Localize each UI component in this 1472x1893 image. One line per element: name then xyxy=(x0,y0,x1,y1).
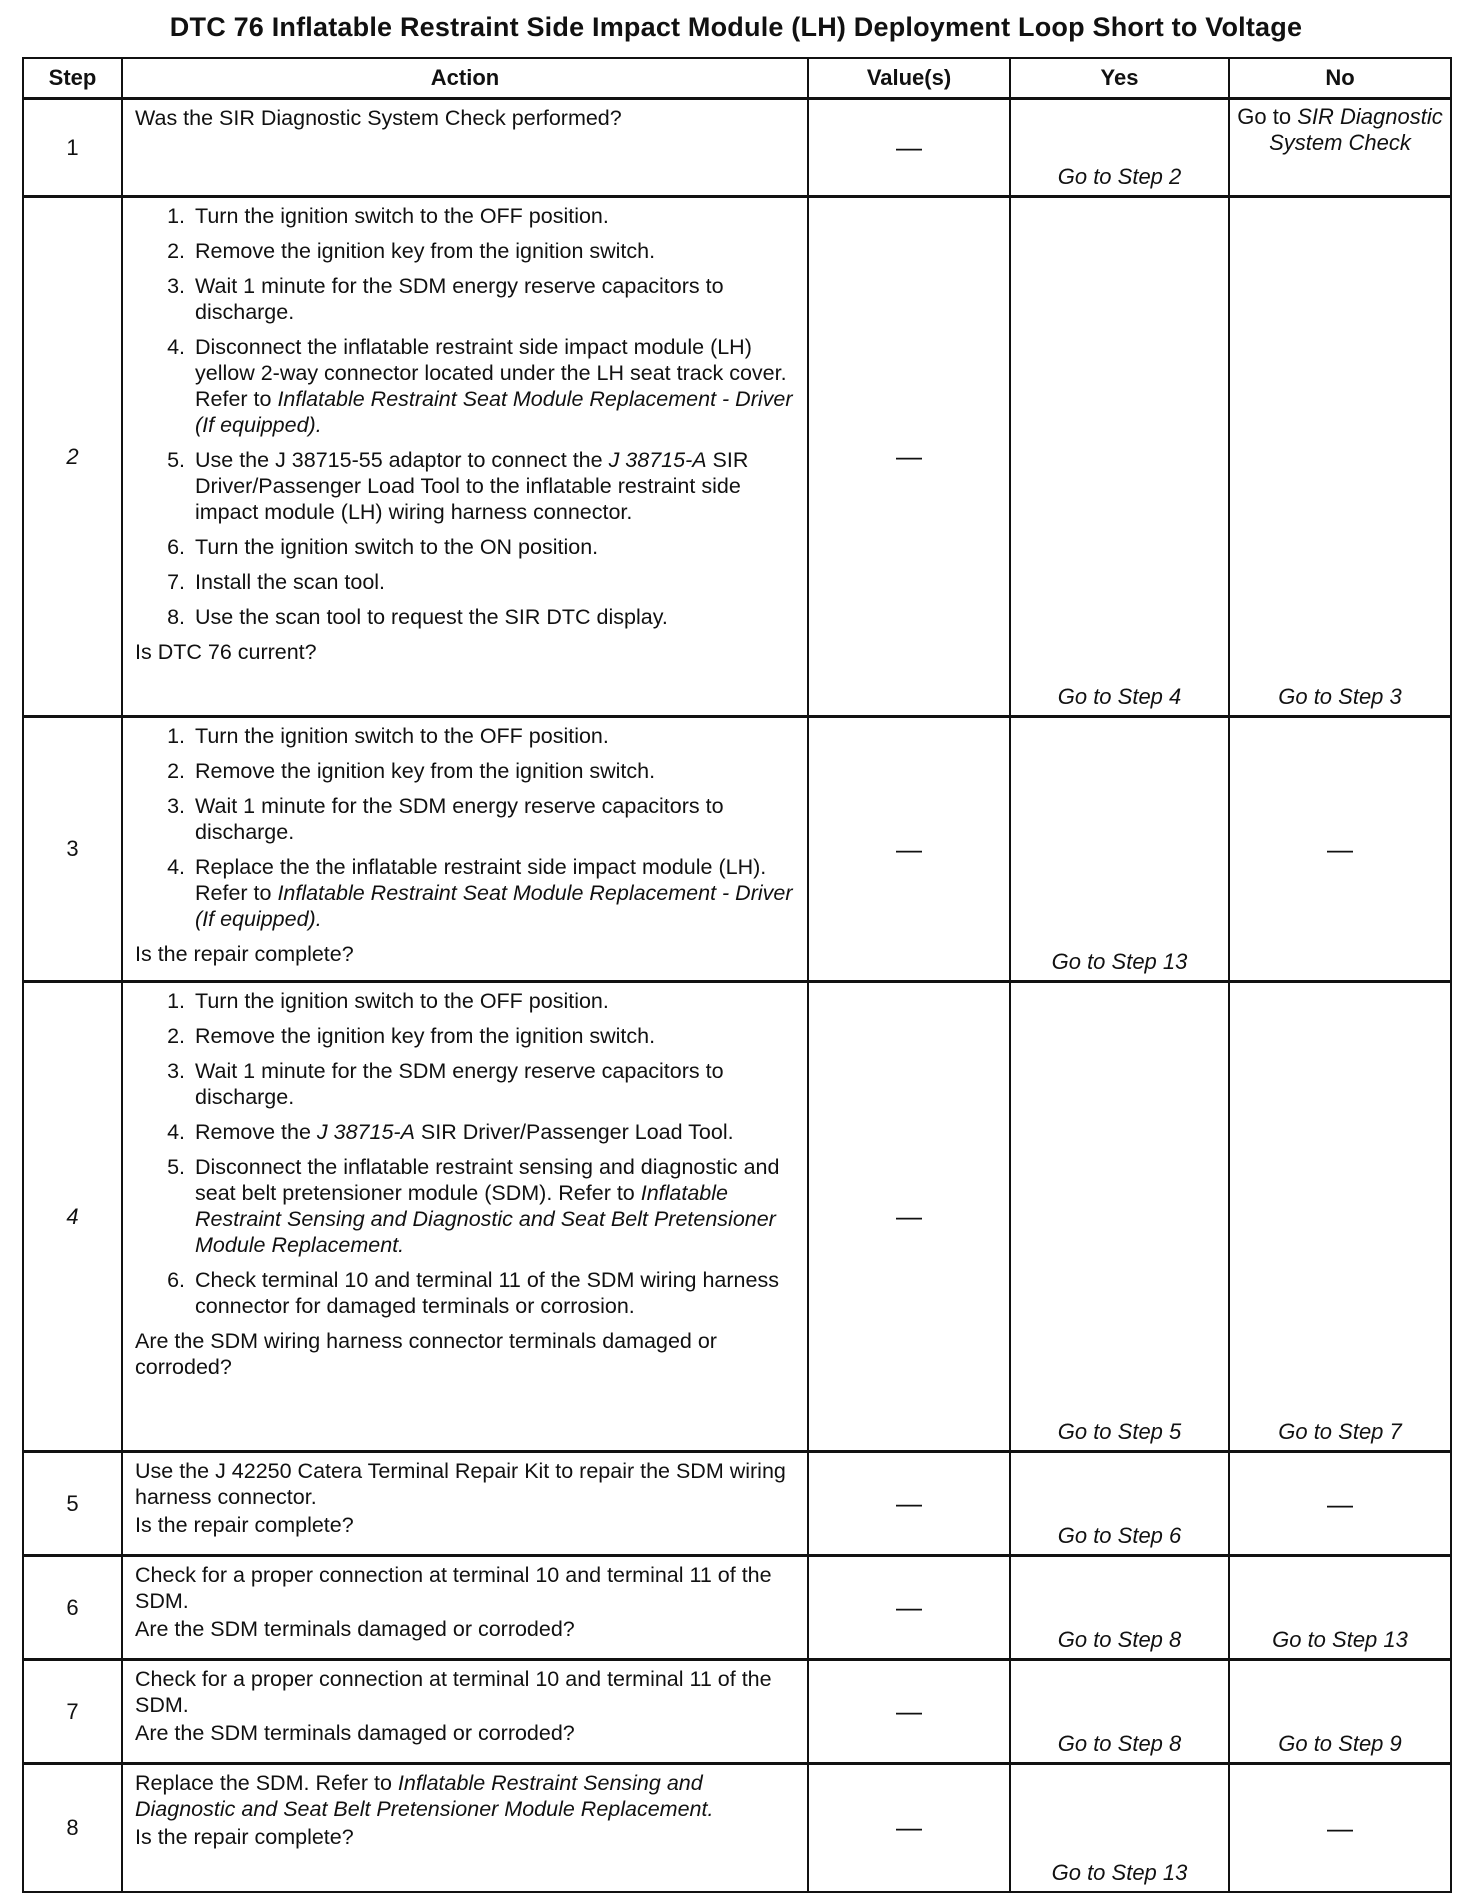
instruction-list xyxy=(135,723,799,932)
step-number: 1 xyxy=(23,99,122,197)
table-row-step-7 xyxy=(23,1660,1451,1764)
list-item: 8. Use the scan tool to request the SIR DTC display. xyxy=(191,604,799,630)
no-cell: — xyxy=(1229,1764,1451,1892)
item-reference: Inflatable Restraint Sensing and Diagnostic and Seat Belt Pretensioner Module Replacement. xyxy=(195,1181,776,1257)
item-reference: Inflatable Restraint Seat Module Replacement - Driver (If equipped). xyxy=(195,881,793,931)
item-text: Disconnect the inflatable restraint sensing and diagnostic and seat belt pretensioner module (SDM). Refer to xyxy=(195,1155,780,1205)
table-row-step-8 xyxy=(23,1764,1451,1892)
list-item xyxy=(191,1154,799,1258)
action-cell xyxy=(122,1660,808,1764)
question-text: Are the SDM terminals damaged or corroded? xyxy=(135,1617,575,1641)
instruction-list xyxy=(135,203,799,630)
value-cell: — xyxy=(808,197,1010,717)
step-number: 7 xyxy=(23,1660,122,1764)
item-text-rest: SIR Driver/Passenger Load Tool to the inflatable restraint side impact module (LH) wiring harness connector. xyxy=(195,448,749,524)
no-cell xyxy=(1229,99,1451,197)
value-cell: — xyxy=(808,1764,1010,1892)
item-text-rest: SIR Driver/Passenger Load Tool. xyxy=(414,1120,734,1144)
no-cell: Go to Step 7 xyxy=(1229,982,1451,1452)
action-text: Check for a proper connection at terminal 10 and terminal 11 of the SDM. xyxy=(135,1563,772,1613)
action-cell xyxy=(122,982,808,1452)
action-cell xyxy=(122,1556,808,1660)
tool-reference: J 38715-A xyxy=(608,448,707,472)
list-item xyxy=(191,447,799,525)
table-row-step-3 xyxy=(23,717,1451,982)
header-step: Step xyxy=(23,58,122,99)
list-item: 6. Check terminal 10 and terminal 11 of the SDM wiring harness connector for damaged terminals or corrosion. xyxy=(191,1267,799,1319)
action-text-prefix: Replace the SDM. Refer to xyxy=(135,1771,398,1795)
question-text: Are the SDM wiring harness connector terminals damaged or corroded? xyxy=(135,1329,717,1379)
step-number: 6 xyxy=(23,1556,122,1660)
header-action: Action xyxy=(122,58,808,99)
instruction-list xyxy=(135,988,799,1319)
list-item: 3. Wait 1 minute for the SDM energy reserve capacitors to discharge. xyxy=(191,793,799,845)
yes-cell: Go to Step 13 xyxy=(1010,717,1229,982)
header-row xyxy=(23,58,1451,99)
list-item: 7. Install the scan tool. xyxy=(191,569,799,595)
action-cell xyxy=(122,1764,808,1892)
tool-reference: J 38715-A xyxy=(316,1120,415,1144)
action-text: Check for a proper connection at terminal 10 and terminal 11 of the SDM. xyxy=(135,1667,772,1717)
step-number: 5 xyxy=(23,1452,122,1556)
item-reference: Inflatable Restraint Seat Module Replacement - Driver (If equipped). xyxy=(195,387,793,437)
list-item: 2. Remove the ignition key from the ignition switch. xyxy=(191,238,799,264)
page-title: DTC 76 Inflatable Restraint Side Impact Module (LH) Deployment Loop Short to Voltage xyxy=(169,12,1303,42)
yes-cell: Go to Step 6 xyxy=(1010,1452,1229,1556)
list-item: 1. Turn the ignition switch to the OFF position. xyxy=(191,203,799,229)
no-prefix: Go to xyxy=(1237,104,1298,129)
question-text: Is DTC 76 current? xyxy=(135,640,317,664)
value-cell: — xyxy=(808,1452,1010,1556)
step-number: 3 xyxy=(23,717,122,982)
header-no: No xyxy=(1229,58,1451,99)
header-values: Value(s) xyxy=(808,58,1010,99)
list-item: 2. Remove the ignition key from the ignition switch. xyxy=(191,1023,799,1049)
list-item: 1. Turn the ignition switch to the OFF position. xyxy=(191,723,799,749)
question-text: Is the repair complete? xyxy=(135,942,354,966)
item-text: Remove the xyxy=(195,1120,317,1144)
no-cell: — xyxy=(1229,1452,1451,1556)
list-item xyxy=(191,334,799,438)
no-link: SIR Diagnostic System Check xyxy=(1269,104,1443,155)
item-text: Replace the the inflatable restraint side impact module (LH). Refer to xyxy=(195,855,767,905)
yes-cell: Go to Step 4 xyxy=(1010,197,1229,717)
question-text: Was the SIR Diagnostic System Check performed? xyxy=(135,106,622,130)
no-cell: Go to Step 9 xyxy=(1229,1660,1451,1764)
item-text: Use the J 38715-55 adaptor to connect the xyxy=(195,448,609,472)
action-text: Use the J 42250 Catera Terminal Repair Kit to repair the SDM wiring harness connector. xyxy=(135,1459,786,1509)
value-cell: — xyxy=(808,99,1010,197)
yes-cell: Go to Step 13 xyxy=(1010,1764,1229,1892)
value-cell: — xyxy=(808,1556,1010,1660)
list-item xyxy=(191,1119,799,1145)
table-row-step-2 xyxy=(23,197,1451,717)
no-cell: — xyxy=(1229,717,1451,982)
action-cell xyxy=(122,99,808,197)
value-cell: — xyxy=(808,982,1010,1452)
yes-cell: Go to Step 5 xyxy=(1010,982,1229,1452)
yes-cell: Go to Step 8 xyxy=(1010,1660,1229,1764)
no-cell: Go to Step 3 xyxy=(1229,197,1451,717)
step-number: 8 xyxy=(23,1764,122,1892)
list-item: 3. Wait 1 minute for the SDM energy reserve capacitors to discharge. xyxy=(191,1058,799,1110)
list-item: 3. Wait 1 minute for the SDM energy reserve capacitors to discharge. xyxy=(191,273,799,325)
action-text xyxy=(135,1770,799,1822)
question-text: Is the repair complete? xyxy=(135,1825,354,1849)
table-row-step-4 xyxy=(23,982,1451,1452)
list-item xyxy=(191,854,799,932)
question-text: Are the SDM terminals damaged or corroded? xyxy=(135,1721,575,1745)
list-item: 6. Turn the ignition switch to the ON position. xyxy=(191,534,799,560)
action-cell xyxy=(122,197,808,717)
value-cell: — xyxy=(808,1660,1010,1764)
yes-cell: Go to Step 2 xyxy=(1010,99,1229,197)
action-cell xyxy=(122,717,808,982)
list-item: 1. Turn the ignition switch to the OFF position. xyxy=(191,988,799,1014)
list-item: 2. Remove the ignition key from the ignition switch. xyxy=(191,758,799,784)
item-reference: Inflatable Restraint Sensing and Diagnostic and Seat Belt Pretensioner Module Replacement. xyxy=(135,1771,714,1821)
no-cell: Go to Step 13 xyxy=(1229,1556,1451,1660)
table-row-step-5 xyxy=(23,1452,1451,1556)
header-yes: Yes xyxy=(1010,58,1229,99)
diagnostic-table xyxy=(22,57,1452,1893)
table-row-step-1 xyxy=(23,99,1451,197)
step-number: 2 xyxy=(23,197,122,717)
item-text: Disconnect the inflatable restraint side impact module (LH) yellow 2-way connector located under the LH seat track cover. Refer to xyxy=(195,335,787,411)
value-cell: — xyxy=(808,717,1010,982)
step-number: 4 xyxy=(23,982,122,1452)
table-row-step-6 xyxy=(23,1556,1451,1660)
question-text: Is the repair complete? xyxy=(135,1513,354,1537)
yes-cell: Go to Step 8 xyxy=(1010,1556,1229,1660)
action-cell xyxy=(122,1452,808,1556)
